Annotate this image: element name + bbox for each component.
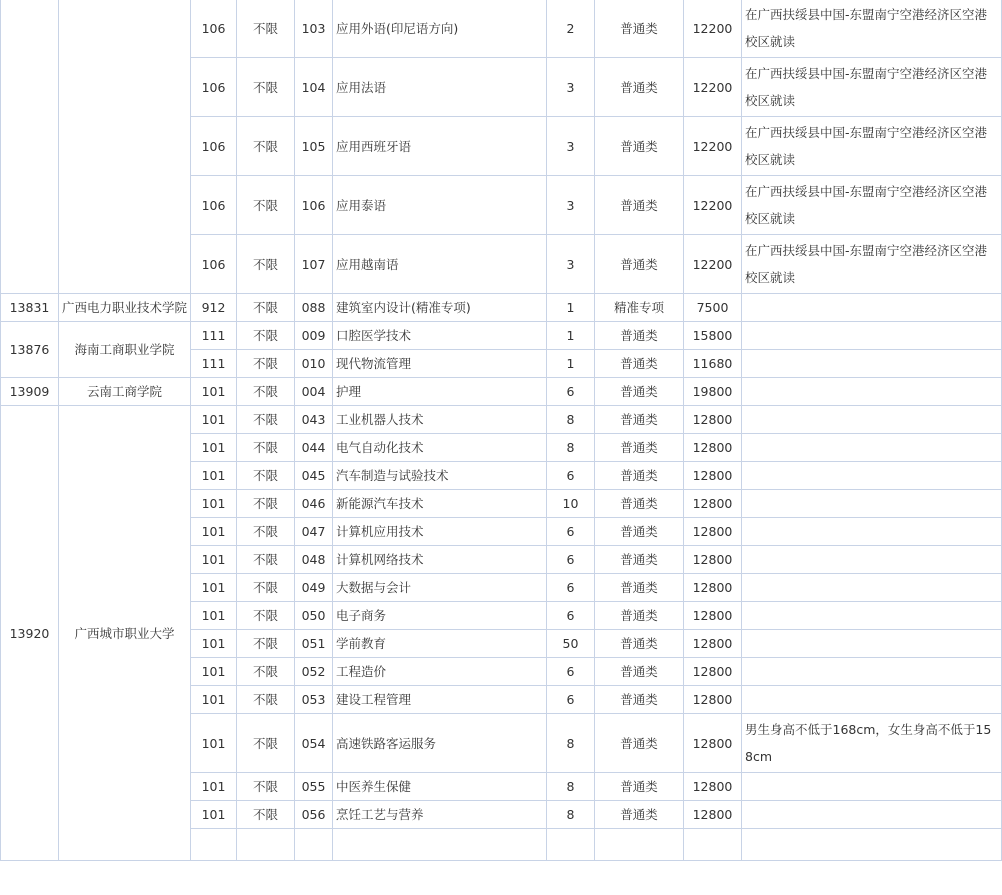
remark-cell bbox=[742, 378, 1002, 406]
tuition-fee-cell: 12800 bbox=[684, 714, 742, 773]
plan-count-cell: 3 bbox=[547, 235, 595, 294]
enroll-group-cell: 101 bbox=[191, 434, 237, 462]
plan-count-cell: 6 bbox=[547, 574, 595, 602]
remark-cell bbox=[742, 434, 1002, 462]
remark-cell bbox=[742, 630, 1002, 658]
table-body bbox=[1, 0, 1002, 861]
plan-count-cell: 3 bbox=[547, 58, 595, 117]
remark-cell bbox=[742, 574, 1002, 602]
tuition-fee-cell: 12200 bbox=[684, 176, 742, 235]
plan-count-cell: 1 bbox=[547, 350, 595, 378]
enroll-type-cell: 普通类 bbox=[595, 378, 684, 406]
tuition-fee-cell: 12800 bbox=[684, 490, 742, 518]
tuition-fee-cell: 12800 bbox=[684, 630, 742, 658]
enroll-type-cell: 普通类 bbox=[595, 714, 684, 773]
major-code-cell: 054 bbox=[295, 714, 333, 773]
major-code-cell: 046 bbox=[295, 490, 333, 518]
enroll-group-cell: 106 bbox=[191, 0, 237, 58]
major-code-cell: 048 bbox=[295, 546, 333, 574]
school-code-cell bbox=[1, 0, 59, 294]
major-code-cell: 106 bbox=[295, 176, 333, 235]
tuition-fee-cell: 12800 bbox=[684, 462, 742, 490]
tuition-fee-cell: 19800 bbox=[684, 378, 742, 406]
enroll-type-cell: 普通类 bbox=[595, 117, 684, 176]
plan-count-cell: 6 bbox=[547, 658, 595, 686]
major-name-cell: 建设工程管理 bbox=[333, 686, 547, 714]
subject-requirement-cell: 不限 bbox=[237, 58, 295, 117]
plan-count-cell bbox=[547, 829, 595, 861]
plan-count-cell: 10 bbox=[547, 490, 595, 518]
enroll-group-cell: 106 bbox=[191, 117, 237, 176]
enroll-type-cell: 普通类 bbox=[595, 462, 684, 490]
enroll-group-cell: 101 bbox=[191, 801, 237, 829]
plan-count-cell: 6 bbox=[547, 546, 595, 574]
enroll-type-cell: 普通类 bbox=[595, 58, 684, 117]
enroll-group-cell: 101 bbox=[191, 574, 237, 602]
remark-cell: 在广西扶绥县中国-东盟南宁空港经济区空港校区就读 bbox=[742, 235, 1002, 294]
enroll-type-cell: 普通类 bbox=[595, 686, 684, 714]
tuition-fee-cell: 12800 bbox=[684, 518, 742, 546]
major-name-cell: 工业机器人技术 bbox=[333, 406, 547, 434]
school-name-cell: 海南工商职业学院 bbox=[59, 322, 191, 378]
major-code-cell: 055 bbox=[295, 773, 333, 801]
remark-cell bbox=[742, 801, 1002, 829]
major-name-cell: 工程造价 bbox=[333, 658, 547, 686]
plan-count-cell: 8 bbox=[547, 434, 595, 462]
plan-count-cell: 1 bbox=[547, 322, 595, 350]
remark-cell bbox=[742, 546, 1002, 574]
major-name-cell: 大数据与会计 bbox=[333, 574, 547, 602]
enroll-type-cell: 普通类 bbox=[595, 434, 684, 462]
enroll-group-cell: 101 bbox=[191, 378, 237, 406]
subject-requirement-cell: 不限 bbox=[237, 0, 295, 58]
tuition-fee-cell: 12800 bbox=[684, 658, 742, 686]
subject-requirement-cell: 不限 bbox=[237, 294, 295, 322]
enroll-group-cell: 106 bbox=[191, 58, 237, 117]
remark-cell bbox=[742, 773, 1002, 801]
table-row bbox=[1, 0, 1002, 58]
major-name-cell: 应用越南语 bbox=[333, 235, 547, 294]
plan-count-cell: 6 bbox=[547, 378, 595, 406]
remark-cell: 在广西扶绥县中国-东盟南宁空港经济区空港校区就读 bbox=[742, 0, 1002, 58]
tuition-fee-cell: 12200 bbox=[684, 58, 742, 117]
tuition-fee-cell: 11680 bbox=[684, 350, 742, 378]
enroll-group-cell: 111 bbox=[191, 350, 237, 378]
enroll-type-cell: 普通类 bbox=[595, 518, 684, 546]
major-name-cell: 护理 bbox=[333, 378, 547, 406]
enroll-type-cell: 普通类 bbox=[595, 322, 684, 350]
major-code-cell: 049 bbox=[295, 574, 333, 602]
major-name-cell: 烹饪工艺与营养 bbox=[333, 801, 547, 829]
subject-requirement-cell: 不限 bbox=[237, 434, 295, 462]
enroll-type-cell: 普通类 bbox=[595, 350, 684, 378]
major-name-cell: 计算机应用技术 bbox=[333, 518, 547, 546]
remark-cell bbox=[742, 294, 1002, 322]
enroll-group-cell: 101 bbox=[191, 686, 237, 714]
tuition-fee-cell: 12800 bbox=[684, 602, 742, 630]
subject-requirement-cell: 不限 bbox=[237, 350, 295, 378]
plan-count-cell: 6 bbox=[547, 686, 595, 714]
enroll-group-cell: 101 bbox=[191, 406, 237, 434]
enroll-group-cell: 101 bbox=[191, 490, 237, 518]
subject-requirement-cell: 不限 bbox=[237, 630, 295, 658]
major-name-cell: 口腔医学技术 bbox=[333, 322, 547, 350]
tuition-fee-cell: 12200 bbox=[684, 0, 742, 58]
subject-requirement-cell: 不限 bbox=[237, 773, 295, 801]
major-code-cell: 009 bbox=[295, 322, 333, 350]
major-code-cell: 010 bbox=[295, 350, 333, 378]
plan-count-cell: 3 bbox=[547, 176, 595, 235]
enroll-type-cell: 普通类 bbox=[595, 546, 684, 574]
enroll-type-cell: 普通类 bbox=[595, 176, 684, 235]
enroll-type-cell: 普通类 bbox=[595, 773, 684, 801]
major-code-cell: 052 bbox=[295, 658, 333, 686]
remark-cell bbox=[742, 350, 1002, 378]
enroll-type-cell: 普通类 bbox=[595, 602, 684, 630]
subject-requirement-cell: 不限 bbox=[237, 322, 295, 350]
tuition-fee-cell: 15800 bbox=[684, 322, 742, 350]
table-row bbox=[1, 294, 1002, 322]
major-code-cell: 088 bbox=[295, 294, 333, 322]
major-name-cell: 汽车制造与试验技术 bbox=[333, 462, 547, 490]
subject-requirement-cell: 不限 bbox=[237, 546, 295, 574]
major-name-cell: 新能源汽车技术 bbox=[333, 490, 547, 518]
enroll-group-cell: 106 bbox=[191, 176, 237, 235]
enroll-type-cell: 普通类 bbox=[595, 0, 684, 58]
tuition-fee-cell: 12800 bbox=[684, 686, 742, 714]
plan-count-cell: 6 bbox=[547, 518, 595, 546]
major-code-cell: 107 bbox=[295, 235, 333, 294]
subject-requirement-cell: 不限 bbox=[237, 658, 295, 686]
enroll-type-cell: 普通类 bbox=[595, 574, 684, 602]
school-name-cell: 广西城市职业大学 bbox=[59, 406, 191, 861]
subject-requirement-cell: 不限 bbox=[237, 378, 295, 406]
remark-cell bbox=[742, 406, 1002, 434]
remark-cell: 男生身高不低于168cm，女生身高不低于158cm bbox=[742, 714, 1002, 773]
tuition-fee-cell: 12200 bbox=[684, 235, 742, 294]
subject-requirement-cell: 不限 bbox=[237, 518, 295, 546]
major-code-cell: 050 bbox=[295, 602, 333, 630]
major-code-cell: 047 bbox=[295, 518, 333, 546]
remark-cell bbox=[742, 602, 1002, 630]
plan-count-cell: 8 bbox=[547, 773, 595, 801]
major-code-cell: 043 bbox=[295, 406, 333, 434]
remark-cell bbox=[742, 658, 1002, 686]
tuition-fee-cell: 12800 bbox=[684, 574, 742, 602]
enroll-group-cell: 101 bbox=[191, 714, 237, 773]
major-name-cell bbox=[333, 829, 547, 861]
major-name-cell: 建筑室内设计(精准专项) bbox=[333, 294, 547, 322]
tuition-fee-cell bbox=[684, 829, 742, 861]
major-code-cell: 053 bbox=[295, 686, 333, 714]
tuition-fee-cell: 12800 bbox=[684, 406, 742, 434]
tuition-fee-cell: 12800 bbox=[684, 434, 742, 462]
subject-requirement-cell: 不限 bbox=[237, 602, 295, 630]
enroll-type-cell: 精准专项 bbox=[595, 294, 684, 322]
remark-cell bbox=[742, 518, 1002, 546]
enroll-group-cell: 912 bbox=[191, 294, 237, 322]
remark-cell: 在广西扶绥县中国-东盟南宁空港经济区空港校区就读 bbox=[742, 176, 1002, 235]
major-name-cell: 中医养生保健 bbox=[333, 773, 547, 801]
table-row bbox=[1, 378, 1002, 406]
subject-requirement-cell: 不限 bbox=[237, 686, 295, 714]
enroll-type-cell: 普通类 bbox=[595, 235, 684, 294]
major-name-cell: 学前教育 bbox=[333, 630, 547, 658]
school-name-cell: 广西电力职业技术学院 bbox=[59, 294, 191, 322]
major-code-cell: 045 bbox=[295, 462, 333, 490]
enroll-group-cell: 101 bbox=[191, 546, 237, 574]
major-code-cell: 104 bbox=[295, 58, 333, 117]
enroll-group-cell bbox=[191, 829, 237, 861]
school-code-cell: 13920 bbox=[1, 406, 59, 861]
enroll-type-cell bbox=[595, 829, 684, 861]
enroll-type-cell: 普通类 bbox=[595, 658, 684, 686]
table-row bbox=[1, 322, 1002, 350]
enroll-group-cell: 101 bbox=[191, 658, 237, 686]
remark-cell bbox=[742, 490, 1002, 518]
enroll-group-cell: 106 bbox=[191, 235, 237, 294]
plan-count-cell: 8 bbox=[547, 406, 595, 434]
remark-cell bbox=[742, 686, 1002, 714]
major-code-cell: 105 bbox=[295, 117, 333, 176]
school-name-cell bbox=[59, 0, 191, 294]
enroll-group-cell: 101 bbox=[191, 518, 237, 546]
tuition-fee-cell: 12800 bbox=[684, 546, 742, 574]
remark-cell bbox=[742, 462, 1002, 490]
major-name-cell: 计算机网络技术 bbox=[333, 546, 547, 574]
enroll-group-cell: 111 bbox=[191, 322, 237, 350]
major-name-cell: 应用西班牙语 bbox=[333, 117, 547, 176]
major-code-cell: 056 bbox=[295, 801, 333, 829]
major-name-cell: 电气自动化技术 bbox=[333, 434, 547, 462]
plan-count-cell: 3 bbox=[547, 117, 595, 176]
subject-requirement-cell: 不限 bbox=[237, 462, 295, 490]
plan-count-cell: 1 bbox=[547, 294, 595, 322]
major-name-cell: 应用泰语 bbox=[333, 176, 547, 235]
school-code-cell: 13876 bbox=[1, 322, 59, 378]
plan-count-cell: 50 bbox=[547, 630, 595, 658]
remark-cell: 在广西扶绥县中国-东盟南宁空港经济区空港校区就读 bbox=[742, 58, 1002, 117]
subject-requirement-cell: 不限 bbox=[237, 574, 295, 602]
subject-requirement-cell: 不限 bbox=[237, 117, 295, 176]
major-name-cell: 现代物流管理 bbox=[333, 350, 547, 378]
remark-cell: 在广西扶绥县中国-东盟南宁空港经济区空港校区就读 bbox=[742, 117, 1002, 176]
plan-count-cell: 8 bbox=[547, 801, 595, 829]
enroll-group-cell: 101 bbox=[191, 462, 237, 490]
subject-requirement-cell: 不限 bbox=[237, 490, 295, 518]
major-code-cell bbox=[295, 829, 333, 861]
enroll-type-cell: 普通类 bbox=[595, 406, 684, 434]
school-name-cell: 云南工商学院 bbox=[59, 378, 191, 406]
plan-count-cell: 6 bbox=[547, 602, 595, 630]
subject-requirement-cell: 不限 bbox=[237, 714, 295, 773]
remark-cell bbox=[742, 829, 1002, 861]
tuition-fee-cell: 12800 bbox=[684, 773, 742, 801]
major-code-cell: 051 bbox=[295, 630, 333, 658]
major-code-cell: 044 bbox=[295, 434, 333, 462]
enroll-type-cell: 普通类 bbox=[595, 630, 684, 658]
table-row bbox=[1, 406, 1002, 434]
enroll-type-cell: 普通类 bbox=[595, 801, 684, 829]
school-code-cell: 13909 bbox=[1, 378, 59, 406]
school-code-cell: 13831 bbox=[1, 294, 59, 322]
enroll-group-cell: 101 bbox=[191, 630, 237, 658]
subject-requirement-cell: 不限 bbox=[237, 176, 295, 235]
major-name-cell: 应用法语 bbox=[333, 58, 547, 117]
enroll-group-cell: 101 bbox=[191, 602, 237, 630]
tuition-fee-cell: 7500 bbox=[684, 294, 742, 322]
remark-cell bbox=[742, 322, 1002, 350]
plan-count-cell: 6 bbox=[547, 462, 595, 490]
plan-count-cell: 8 bbox=[547, 714, 595, 773]
tuition-fee-cell: 12800 bbox=[684, 801, 742, 829]
subject-requirement-cell bbox=[237, 829, 295, 861]
plan-count-cell: 2 bbox=[547, 0, 595, 58]
subject-requirement-cell: 不限 bbox=[237, 235, 295, 294]
tuition-fee-cell: 12200 bbox=[684, 117, 742, 176]
enroll-type-cell: 普通类 bbox=[595, 490, 684, 518]
major-code-cell: 103 bbox=[295, 0, 333, 58]
major-code-cell: 004 bbox=[295, 378, 333, 406]
subject-requirement-cell: 不限 bbox=[237, 801, 295, 829]
enroll-group-cell: 101 bbox=[191, 773, 237, 801]
major-name-cell: 电子商务 bbox=[333, 602, 547, 630]
major-name-cell: 高速铁路客运服务 bbox=[333, 714, 547, 773]
major-name-cell: 应用外语(印尼语方向) bbox=[333, 0, 547, 58]
subject-requirement-cell: 不限 bbox=[237, 406, 295, 434]
